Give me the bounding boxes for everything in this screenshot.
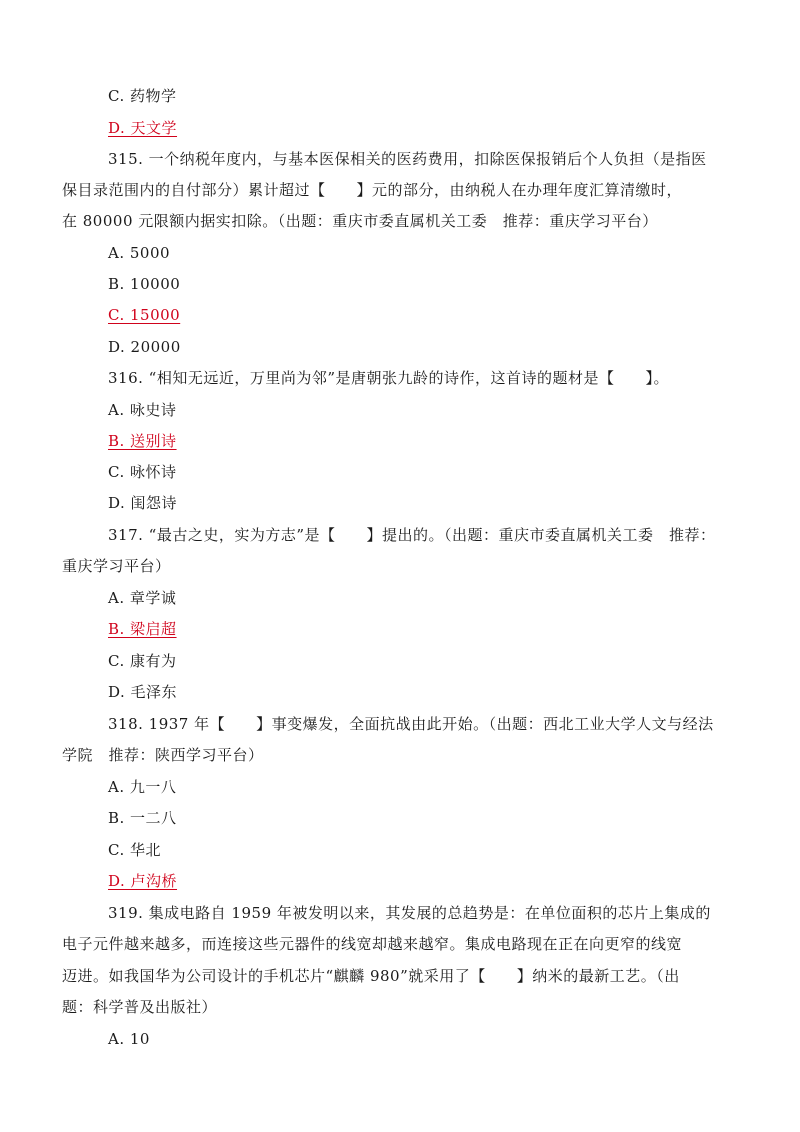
answer-option: C. 药物学 [108,87,177,105]
question-text-continued: 在 80000 元限额内据实扣除。（出题：重庆市委直属机关工委 推荐：重庆学习平台） [62,212,658,230]
answer-option: B. 一二八 [108,809,177,827]
answer-option: B. 10000 [108,275,181,293]
answer-option: C. 康有为 [108,652,177,670]
question-text-continued: 迈进。如我国华为公司设计的手机芯片“麒麟 980”就采用了【 】纳米的最新工艺。（出 [62,967,680,985]
answer-option: A. 5000 [108,244,171,262]
question-text: 319. 集成电路自 1959 年被发明以来，其发展的总趋势是：在单位面积的芯片上集成的 [108,904,711,922]
answer-option: D. 20000 [108,338,181,356]
answer-option: A. 九一八 [108,778,177,796]
answer-option: A. 10 [108,1030,150,1048]
answer-option: A. 章学诚 [108,589,177,607]
answer-option-correct: C. 15000 [108,306,181,324]
answer-option-correct: B. 梁启超 [108,620,177,638]
answer-option: C. 咏怀诗 [108,463,177,481]
question-text: 318. 1937 年【 】事变爆发，全面抗战由此开始。（出题：西北工业大学人文与经法 [108,715,714,733]
question-text-continued: 保目录范围内的自付部分）累计超过【 】元的部分，由纳税人在办理年度汇算清缴时， [62,181,683,199]
question-text-continued: 重庆学习平台） [62,557,171,575]
answer-option: D. 毛泽东 [108,683,178,701]
answer-option-correct: D. 天文学 [108,119,178,137]
question-text: 315. 一个纳税年度内，与基本医保相关的医药费用，扣除医保报销后个人负担（是指医 [108,150,707,168]
answer-option-correct: D. 卢沟桥 [108,872,178,890]
answer-option: D. 闺怨诗 [108,494,178,512]
question-text: 317. “最古之史，实为方志”是【 】提出的。（出题：重庆市委直属机关工委 推荐： [108,526,716,544]
question-text-continued: 学院 推荐：陕西学习平台） [62,746,264,764]
question-text-continued: 电子元件越来越多，而连接这些元器件的线宽却越来越窄。集成电路现在正在向更窄的线宽 [62,935,683,953]
answer-option: C. 华北 [108,841,161,859]
answer-option: A. 咏史诗 [108,401,177,419]
question-text: 316. “相知无远近，万里尚为邻”是唐朝张九龄的诗作，这首诗的题材是【 】。 [108,369,670,387]
answer-option-correct: B. 送别诗 [108,432,177,450]
question-text-continued: 题：科学普及出版社） [62,998,218,1016]
